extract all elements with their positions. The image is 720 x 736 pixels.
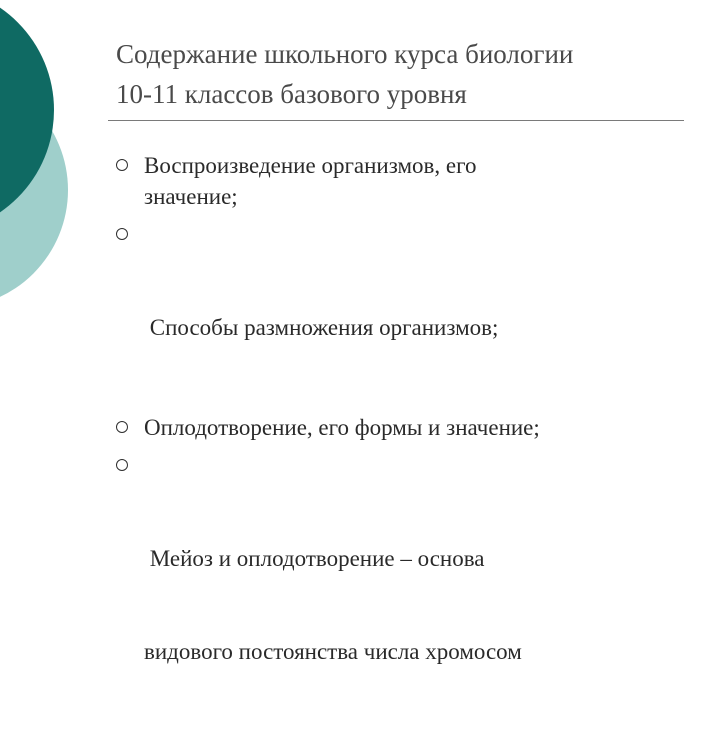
title-divider xyxy=(108,120,684,121)
slide-title-line: 10-11 классов базового уровня xyxy=(116,79,467,109)
bullet-item xyxy=(112,150,672,212)
circle-bullet-icon xyxy=(116,459,128,471)
circle-bullet-icon xyxy=(116,228,128,240)
bullet-item xyxy=(112,219,672,405)
circle-bullet-icon xyxy=(116,159,128,171)
bullet-text: Воспроизведение организмов, его xyxy=(144,153,477,178)
bullet-text: значение; xyxy=(144,184,238,209)
bullet-item xyxy=(112,412,672,443)
bullet-text: Способы размножения организмов; xyxy=(144,315,499,340)
slide-title-line: Содержание школьного курса биологии xyxy=(116,39,574,69)
bullet-text: Мейоз и оплодотворение – основа xyxy=(144,546,485,571)
circle-bullet-icon xyxy=(116,421,128,433)
decorative-circles xyxy=(0,0,80,300)
bullet-item xyxy=(112,450,672,729)
bullet-text: Оплодотворение, его формы и значение; xyxy=(144,415,540,440)
bullet-list xyxy=(112,150,672,736)
bullet-text: видового постоянства числа хромосом xyxy=(144,639,522,664)
slide-title xyxy=(116,34,696,114)
